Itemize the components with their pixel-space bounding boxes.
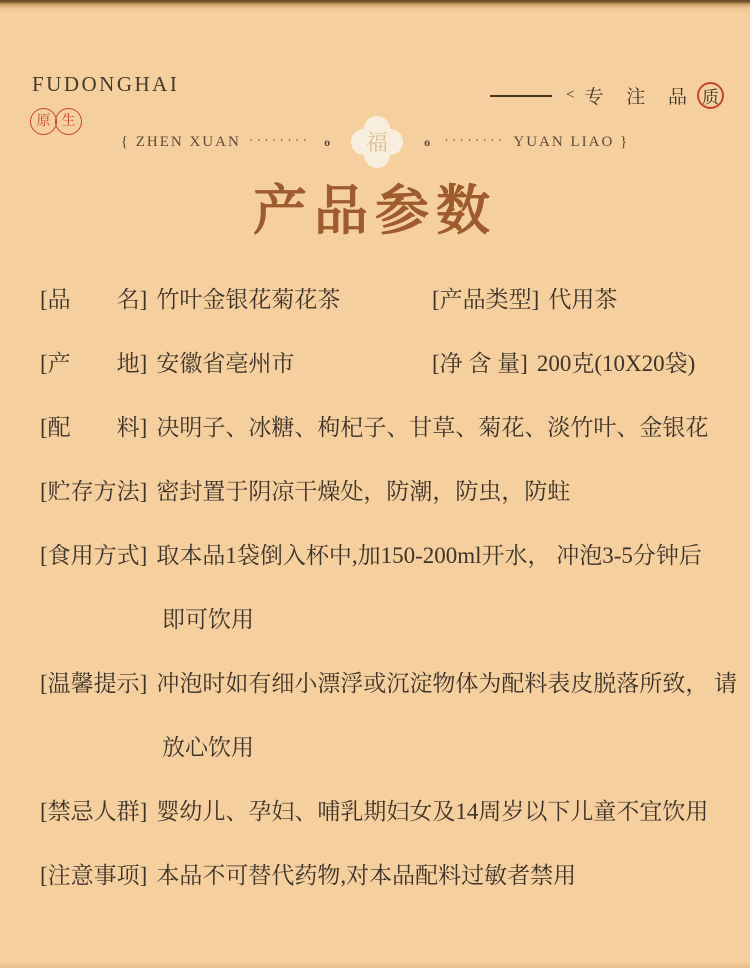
dotted-divider: ········ — [248, 134, 311, 149]
bottom-edge-shadow — [0, 962, 750, 968]
param-value: 密封置于阴凉干燥处，防潮，防虫，防蛀 — [156, 479, 571, 504]
dotted-divider: ········ — [444, 134, 506, 149]
param-cell — [432, 332, 695, 396]
quality-tagline-text: 专 注 品 — [584, 87, 696, 108]
band-right-text: YUAN LIAO } — [513, 133, 630, 150]
param-cell — [432, 268, 617, 332]
param-value-continued: 即可饮用 — [162, 607, 254, 632]
param-label: [禁忌人群] — [40, 799, 148, 824]
stamp-seal-icon: 生 — [55, 108, 82, 135]
ring-marker: o — [324, 134, 331, 149]
param-row — [40, 460, 728, 524]
param-value: 竹叶金银花菊花茶 — [156, 287, 341, 312]
param-value: 决明子、冰糖、枸杞子、甘草、菊花、淡竹叶、金银花 — [156, 415, 709, 440]
param-value: 代用茶 — [548, 287, 618, 312]
param-cell — [40, 332, 432, 396]
fu-medallion-glyph: 福 — [366, 130, 389, 155]
param-cell — [40, 268, 432, 332]
param-value: 200克(10X20袋) — [536, 351, 696, 376]
decorative-band — [0, 112, 750, 172]
param-label: [品 名] — [40, 287, 148, 312]
param-value: 本品不可替代药物,对本品配料过敏者禁用 — [156, 863, 577, 888]
param-label: [食用方式] — [40, 543, 148, 568]
param-row — [40, 332, 728, 396]
band-left-text: { ZHEN XUAN — [120, 133, 241, 150]
param-row — [40, 780, 728, 844]
brand-logo-text: FUDONGHAI — [32, 72, 180, 96]
param-value: 婴幼儿、孕妇、哺乳期妇女及14周岁以下儿童不宜饮用 — [156, 799, 709, 824]
param-row — [40, 652, 738, 780]
page-title: 产品参数 — [253, 181, 497, 241]
param-row — [40, 844, 728, 908]
param-value: 安徽省亳州市 — [156, 351, 295, 376]
parameter-list — [40, 268, 738, 908]
param-label: [产 地] — [40, 351, 148, 376]
param-row — [40, 524, 728, 652]
quality-tagline — [490, 82, 724, 109]
param-label: [温馨提示] — [40, 671, 148, 696]
angle-mark: < — [566, 87, 575, 103]
param-label: [配 料] — [40, 415, 148, 440]
param-label: [净 含 量] — [432, 351, 528, 376]
param-value-continued: 放心饮用 — [162, 735, 254, 760]
ring-marker: o — [424, 134, 431, 149]
param-row — [40, 268, 728, 332]
horizontal-rule — [490, 95, 552, 97]
top-edge-shadow — [0, 0, 750, 13]
param-value: 取本品1袋倒入杯中,加150-200ml开水， 冲泡3-5分钟后 — [156, 543, 702, 568]
fu-medallion-icon — [350, 115, 404, 169]
param-value: 冲泡时如有细小漂浮或沉淀物体为配料表皮脱落所致， 请 — [156, 671, 738, 696]
circled-character-badge: 质 — [697, 82, 724, 109]
param-label: [产品类型] — [432, 287, 540, 312]
param-row — [40, 396, 728, 460]
param-label: [注意事项] — [40, 863, 148, 888]
stamp-seal-icon: 原 — [30, 108, 57, 135]
param-label: [贮存方法] — [40, 479, 148, 504]
